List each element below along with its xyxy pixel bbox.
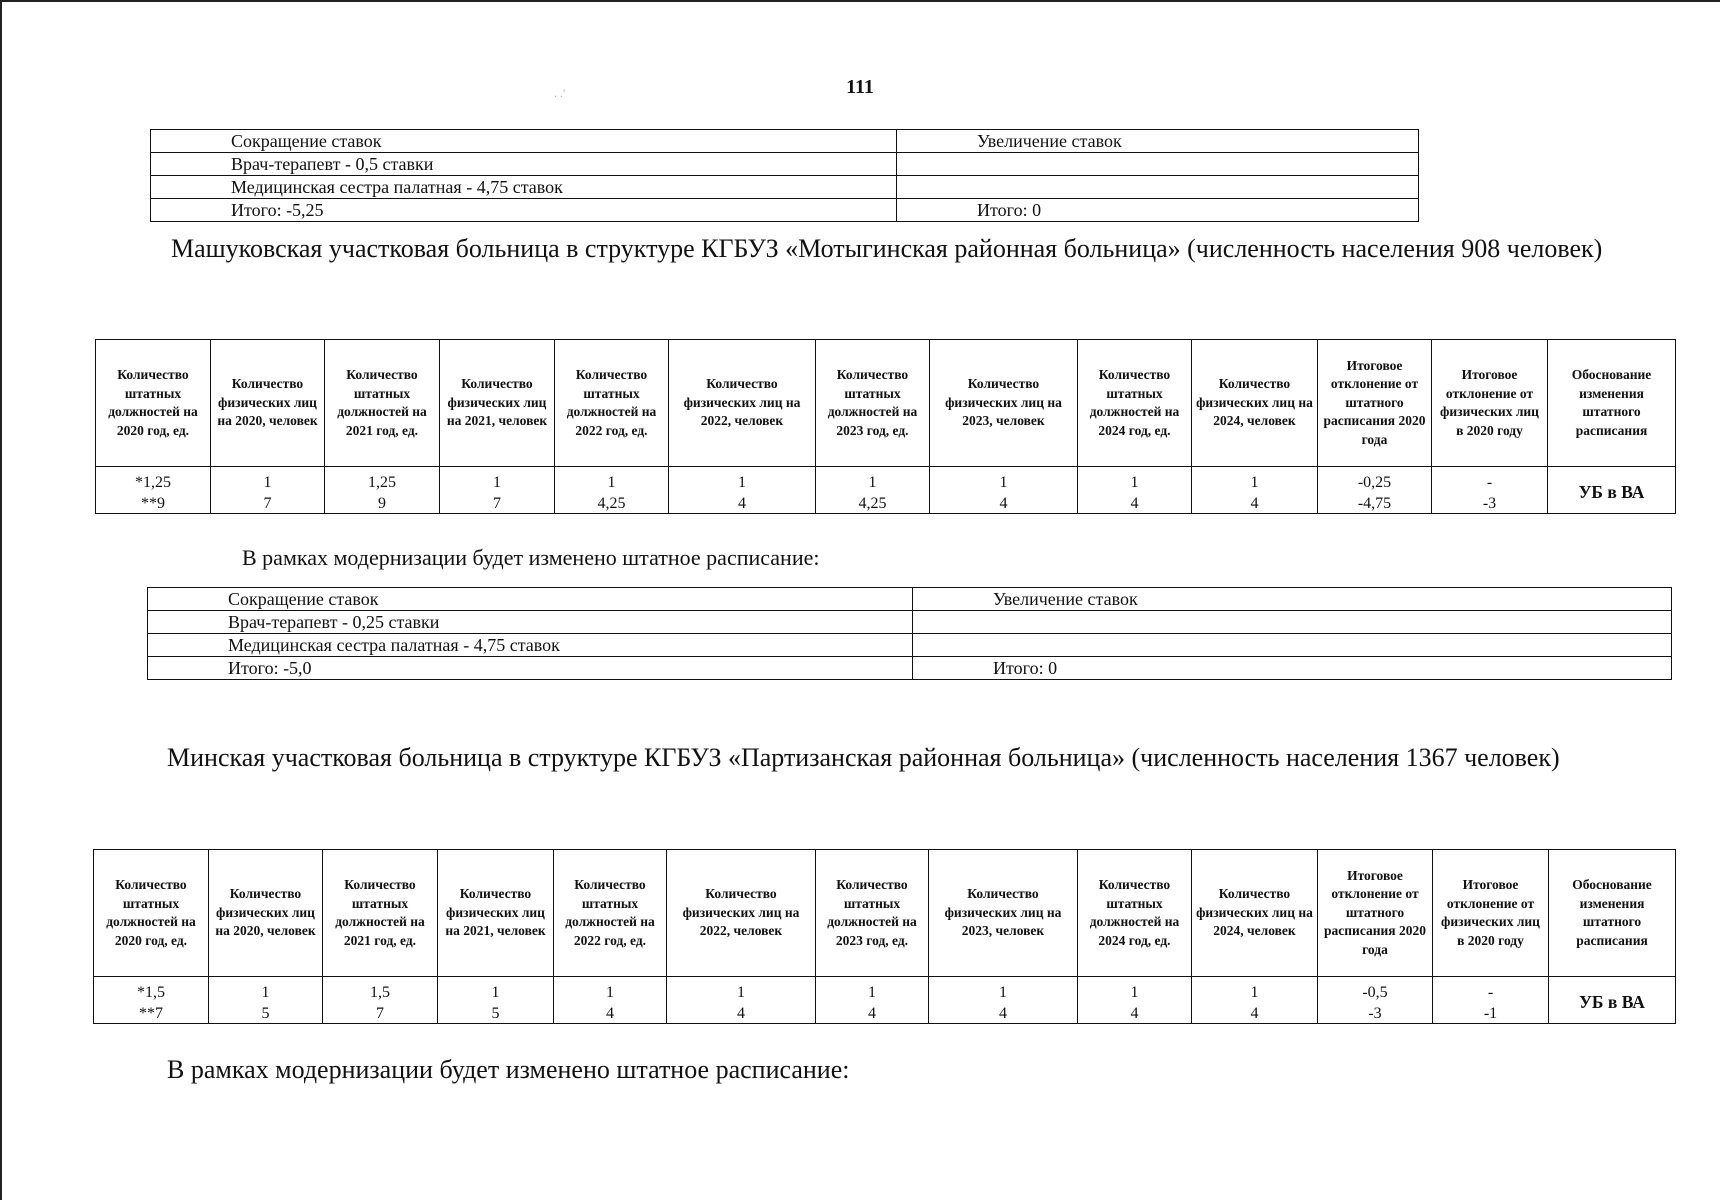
table-row [151,153,1419,176]
increase-header: Увеличение ставок [913,588,1672,611]
table-cell: 4 [554,1005,667,1024]
table-row [148,611,1672,634]
table-cell: 1 [438,977,554,1006]
modernization-intro-2: В рамках модернизации будет изменено штатное расписание: [167,1055,850,1084]
reduce-header: Сокращение ставок [151,130,897,153]
increase-item [897,153,1419,176]
justification-cell: УБ в ВА [1549,977,1676,1024]
column-header: Количество физических лиц на 2021, человек [440,340,555,467]
column-header: Обоснование изменения штатного расписания [1548,340,1676,467]
table-cell: 1 [209,977,323,1006]
column-header: Итоговое отклонение от физических лиц в 2020 году [1433,850,1549,977]
table-cell: 4 [816,1005,929,1024]
table-cell: 9 [325,495,440,514]
table-cell: -4,75 [1318,495,1432,514]
table-cell: 4 [1192,495,1318,514]
table-cell: 1 [440,467,555,496]
reduce-item: Медицинская сестра палатная - 4,75 ставок [151,176,897,199]
table-header-row [96,340,1676,467]
table-cell: 7 [323,1005,438,1024]
column-header: Количество физических лиц на 2020, человек [209,850,323,977]
increase-item [913,611,1672,634]
table-cell: **7 [94,1005,209,1024]
table-row [151,199,1419,222]
table-cell: 4,25 [816,495,930,514]
column-header: Количество физических лиц на 2024, человек [1192,340,1318,467]
column-header: Количество физических лиц на 2022, человек [667,850,816,977]
column-header: Количество физических лиц на 2021, человек [438,850,554,977]
table-cell: 5 [209,1005,323,1024]
column-header: Количество физических лиц на 2022, человек [669,340,816,467]
table-cell: *1,5 [94,977,209,1006]
table-row [151,130,1419,153]
table-cell: -0,25 [1318,467,1432,496]
reduce-item: Медицинская сестра палатная - 4,75 ставок [148,634,913,657]
column-header: Итоговое отклонение от штатного расписания 2020 года [1318,850,1433,977]
table-row [151,176,1419,199]
column-header: Количество штатных должностей на 2020 год, ед. [96,340,211,467]
table-cell: 7 [211,495,325,514]
table-cell: 4 [1078,1005,1192,1024]
table-row [148,657,1672,680]
staff-table-mashukovskaya [95,339,1676,514]
column-header: Количество штатных должностей на 2022 год, ед. [555,340,669,467]
staff-table-minskaya [93,849,1676,1024]
table-cell: -3 [1318,1005,1433,1024]
column-header: Количество штатных должностей на 2021 год, ед. [325,340,440,467]
column-header: Количество штатных должностей на 2024 год, ед. [1078,850,1192,977]
reduce-item: Врач-терапевт - 0,25 ставки [148,611,913,634]
column-header: Количество штатных должностей на 2021 год, ед. [323,850,438,977]
increase-total: Итого: 0 [913,657,1672,680]
table-header-row [94,850,1676,977]
column-header: Итоговое отклонение от штатного расписания 2020 года [1318,340,1432,467]
table-cell: 1 [669,467,816,496]
column-header: Количество штатных должностей на 2023 год, ед. [816,340,930,467]
reduce-item: Врач-терапевт - 0,5 ставки [151,153,897,176]
staff-change-table-2 [147,587,1672,680]
column-header: Количество штатных должностей на 2022 год, ед. [554,850,667,977]
table-row [96,495,1676,514]
table-cell: 4,25 [555,495,669,514]
increase-header: Увеличение ставок [897,130,1419,153]
increase-total: Итого: 0 [897,199,1419,222]
increase-item [897,176,1419,199]
table-cell: 1 [1192,977,1318,1006]
table-cell: 1 [930,467,1078,496]
section-title-mashukovskaya: Машуковская участковая больница в структуре КГБУЗ «Мотыгинская районная больница» (численность населения 908 человек) [171,234,1603,263]
column-header: Количество штатных должностей на 2024 год, ед. [1078,340,1192,467]
column-header: Количество штатных должностей на 2020 год, ед. [94,850,209,977]
table-cell: 1 [1078,977,1192,1006]
reduce-total: Итого: -5,0 [148,657,913,680]
table-cell: -3 [1432,495,1548,514]
table-cell: 1 [816,467,930,496]
justification-cell: УБ в ВА [1548,467,1676,514]
table-cell: - [1432,467,1548,496]
table-cell: 7 [440,495,555,514]
table-row [148,588,1672,611]
table-cell: -0,5 [1318,977,1433,1006]
table-row [94,1005,1676,1024]
table-cell: *1,25 [96,467,211,496]
table-cell: 4 [930,495,1078,514]
table-cell: 4 [1078,495,1192,514]
column-header: Итоговое отклонение от физических лиц в 2020 году [1432,340,1548,467]
column-header: Обоснование изменения штатного расписания [1549,850,1676,977]
table-cell: 1 [555,467,669,496]
column-header: Количество штатных должностей на 2023 год, ед. [816,850,929,977]
modernization-intro-1: В рамках модернизации будет изменено штатное расписание: [242,545,820,570]
increase-item [913,634,1672,657]
staff-change-table-1 [150,129,1419,222]
table-cell: **9 [96,495,211,514]
table-cell: -1 [1433,1005,1549,1024]
table-row [96,467,1676,496]
table-cell: 4 [929,1005,1078,1024]
page-frame-top [0,0,1720,2]
page-frame-left [0,0,2,1200]
section-title-minskaya: Минская участковая больница в структуре КГБУЗ «Партизанская районная больница» (численность населения 1367 человек) [167,743,1560,772]
reduce-header: Сокращение ставок [148,588,913,611]
table-cell: 5 [438,1005,554,1024]
table-cell: 1,5 [323,977,438,1006]
table-cell: 1 [667,977,816,1006]
table-cell: 4 [667,1005,816,1024]
scan-speck: . .' [554,86,566,100]
column-header: Количество физических лиц на 2020, человек [211,340,325,467]
table-row [94,977,1676,1006]
column-header: Количество физических лиц на 2024, человек [1192,850,1318,977]
table-cell: 1 [554,977,667,1006]
table-cell: - [1433,977,1549,1006]
table-row [148,634,1672,657]
page-number: 111 [846,76,874,98]
table-cell: 4 [1192,1005,1318,1024]
column-header: Количество физических лиц на 2023, человек [929,850,1078,977]
table-cell: 1 [1192,467,1318,496]
reduce-total: Итого: -5,25 [151,199,897,222]
table-cell: 4 [669,495,816,514]
table-cell: 1 [816,977,929,1006]
table-cell: 1,25 [325,467,440,496]
table-cell: 1 [1078,467,1192,496]
table-cell: 1 [929,977,1078,1006]
column-header: Количество физических лиц на 2023, человек [930,340,1078,467]
table-cell: 1 [211,467,325,496]
